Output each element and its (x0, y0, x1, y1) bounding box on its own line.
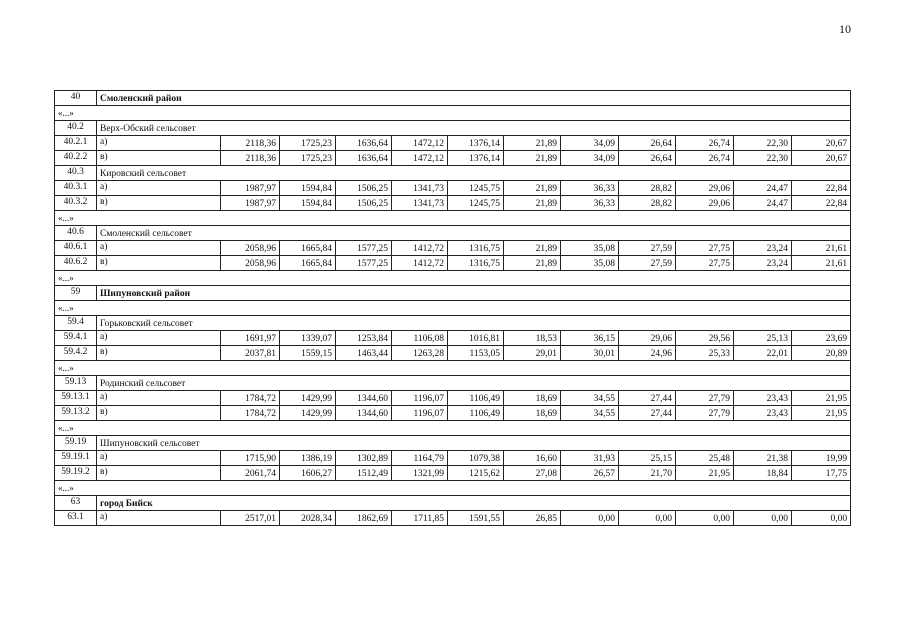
settlement-row (55, 316, 851, 331)
value-cell: 1472,12 (392, 151, 448, 166)
ellipsis-mark: «...» (55, 361, 851, 376)
value-cell: 1512,49 (336, 466, 392, 481)
value-cell: 36,15 (561, 331, 619, 346)
value-cell: 1987,97 (221, 181, 280, 196)
settlement-name: Смоленский сельсовет (97, 226, 851, 241)
ellipsis-mark: «...» (55, 211, 851, 226)
row-code: 59 (55, 286, 97, 301)
value-cell: 1164,79 (392, 451, 448, 466)
value-cell: 29,01 (504, 346, 561, 361)
row-label: а) (97, 241, 221, 256)
row-code: 59.4.2 (55, 346, 97, 361)
value-cell: 1153,05 (448, 346, 504, 361)
value-cell: 34,09 (561, 136, 619, 151)
value-cell: 1263,28 (392, 346, 448, 361)
value-cell: 1463,44 (336, 346, 392, 361)
value-cell: 27,59 (619, 241, 676, 256)
value-cell: 1341,73 (392, 181, 448, 196)
ellipsis-row (55, 361, 851, 376)
table-row (55, 181, 851, 196)
page-number: 10 (839, 22, 851, 36)
settlement-name: Кировский сельсовет (97, 166, 851, 181)
table-row (55, 346, 851, 361)
value-cell: 1106,49 (448, 406, 504, 421)
value-cell: 31,93 (561, 451, 619, 466)
value-cell: 1429,99 (280, 391, 336, 406)
value-cell: 1344,60 (336, 406, 392, 421)
value-cell: 22,84 (792, 181, 851, 196)
row-label: а) (97, 451, 221, 466)
settlement-row (55, 166, 851, 181)
value-cell: 2061,74 (221, 466, 280, 481)
value-cell: 1245,75 (448, 181, 504, 196)
table-row (55, 466, 851, 481)
value-cell: 22,30 (734, 136, 792, 151)
value-cell: 27,79 (676, 391, 734, 406)
value-cell: 1715,90 (221, 451, 280, 466)
value-cell: 25,13 (734, 331, 792, 346)
value-cell: 1321,99 (392, 466, 448, 481)
district-row (55, 286, 851, 301)
value-cell: 2058,96 (221, 241, 280, 256)
row-code: 40.3.2 (55, 196, 97, 211)
district-row (55, 496, 851, 511)
table-body (55, 91, 851, 526)
value-cell: 34,55 (561, 406, 619, 421)
row-label: в) (97, 346, 221, 361)
row-code: 59.4.1 (55, 331, 97, 346)
value-cell: 1106,49 (448, 391, 504, 406)
ellipsis-row (55, 271, 851, 286)
ellipsis-mark: «...» (55, 301, 851, 316)
value-cell: 27,79 (676, 406, 734, 421)
value-cell: 27,44 (619, 391, 676, 406)
value-cell: 29,06 (619, 331, 676, 346)
value-cell: 34,09 (561, 151, 619, 166)
ellipsis-row (55, 421, 851, 436)
value-cell: 21,61 (792, 256, 851, 271)
value-cell: 23,24 (734, 241, 792, 256)
table-row (55, 151, 851, 166)
value-cell: 28,82 (619, 196, 676, 211)
row-label: в) (97, 151, 221, 166)
value-cell: 0,00 (734, 511, 792, 526)
value-cell: 36,33 (561, 196, 619, 211)
value-cell: 23,43 (734, 406, 792, 421)
value-cell: 1636,64 (336, 151, 392, 166)
value-cell: 21,89 (504, 256, 561, 271)
value-cell: 21,70 (619, 466, 676, 481)
row-code: 40.2.1 (55, 136, 97, 151)
settlement-name: Горьковский сельсовет (97, 316, 851, 331)
value-cell: 35,08 (561, 256, 619, 271)
value-cell: 21,95 (792, 391, 851, 406)
value-cell: 0,00 (792, 511, 851, 526)
settlement-row (55, 376, 851, 391)
row-code: 40.3 (55, 166, 97, 181)
value-cell: 34,55 (561, 391, 619, 406)
value-cell: 28,82 (619, 181, 676, 196)
value-cell: 20,67 (792, 151, 851, 166)
value-cell: 36,33 (561, 181, 619, 196)
value-cell: 21,89 (504, 196, 561, 211)
ellipsis-row (55, 481, 851, 496)
row-label: а) (97, 181, 221, 196)
value-cell: 27,44 (619, 406, 676, 421)
value-cell: 2517,01 (221, 511, 280, 526)
value-cell: 1506,25 (336, 196, 392, 211)
value-cell: 23,24 (734, 256, 792, 271)
value-cell: 1606,27 (280, 466, 336, 481)
value-cell: 27,75 (676, 241, 734, 256)
value-cell: 0,00 (619, 511, 676, 526)
row-code: 63.1 (55, 511, 97, 526)
value-cell: 1784,72 (221, 406, 280, 421)
value-cell: 0,00 (676, 511, 734, 526)
value-cell: 1339,07 (280, 331, 336, 346)
value-cell: 1784,72 (221, 391, 280, 406)
settlement-name: Верх-Обский сельсовет (97, 121, 851, 136)
row-label: в) (97, 466, 221, 481)
value-cell: 1577,25 (336, 256, 392, 271)
value-cell: 27,08 (504, 466, 561, 481)
row-code: 63 (55, 496, 97, 511)
value-cell: 2028,34 (280, 511, 336, 526)
value-cell: 1725,23 (280, 136, 336, 151)
value-cell: 23,43 (734, 391, 792, 406)
value-cell: 1862,69 (336, 511, 392, 526)
table-row (55, 256, 851, 271)
settlement-name: Родинский сельсовет (97, 376, 851, 391)
row-code: 59.13.2 (55, 406, 97, 421)
value-cell: 1559,15 (280, 346, 336, 361)
value-cell: 2058,96 (221, 256, 280, 271)
value-cell: 26,74 (676, 136, 734, 151)
value-cell: 29,06 (676, 196, 734, 211)
value-cell: 18,69 (504, 391, 561, 406)
value-cell: 24,96 (619, 346, 676, 361)
row-code: 59.13 (55, 376, 97, 391)
table-row (55, 331, 851, 346)
value-cell: 1196,07 (392, 391, 448, 406)
value-cell: 1412,72 (392, 256, 448, 271)
row-code: 40.3.1 (55, 181, 97, 196)
tariff-table (54, 90, 851, 526)
table-row (55, 136, 851, 151)
settlement-row (55, 121, 851, 136)
value-cell: 20,67 (792, 136, 851, 151)
ellipsis-mark: «...» (55, 421, 851, 436)
value-cell: 27,75 (676, 256, 734, 271)
value-cell: 29,06 (676, 181, 734, 196)
value-cell: 21,95 (792, 406, 851, 421)
value-cell: 1106,08 (392, 331, 448, 346)
ellipsis-row (55, 106, 851, 121)
value-cell: 1245,75 (448, 196, 504, 211)
row-code: 40.6.1 (55, 241, 97, 256)
value-cell: 26,64 (619, 151, 676, 166)
row-code: 59.19.2 (55, 466, 97, 481)
value-cell: 1196,07 (392, 406, 448, 421)
value-cell: 22,84 (792, 196, 851, 211)
value-cell: 30,01 (561, 346, 619, 361)
row-label: а) (97, 511, 221, 526)
value-cell: 1412,72 (392, 241, 448, 256)
value-cell: 1577,25 (336, 241, 392, 256)
row-code: 59.13.1 (55, 391, 97, 406)
value-cell: 2118,36 (221, 136, 280, 151)
district-name: Шипуновский район (97, 286, 851, 301)
value-cell: 18,84 (734, 466, 792, 481)
value-cell: 25,15 (619, 451, 676, 466)
value-cell: 21,89 (504, 181, 561, 196)
value-cell: 1215,62 (448, 466, 504, 481)
settlement-row (55, 226, 851, 241)
value-cell: 2118,36 (221, 151, 280, 166)
value-cell: 1711,85 (392, 511, 448, 526)
value-cell: 1341,73 (392, 196, 448, 211)
value-cell: 16,60 (504, 451, 561, 466)
value-cell: 27,59 (619, 256, 676, 271)
ellipsis-row (55, 211, 851, 226)
table-row (55, 406, 851, 421)
row-code: 40.2 (55, 121, 97, 136)
value-cell: 20,89 (792, 346, 851, 361)
value-cell: 23,69 (792, 331, 851, 346)
value-cell: 1725,23 (280, 151, 336, 166)
row-code: 40.6.2 (55, 256, 97, 271)
value-cell: 1386,19 (280, 451, 336, 466)
value-cell: 21,38 (734, 451, 792, 466)
value-cell: 1594,84 (280, 196, 336, 211)
value-cell: 1316,75 (448, 241, 504, 256)
value-cell: 21,89 (504, 151, 561, 166)
table-row (55, 511, 851, 526)
value-cell: 25,33 (676, 346, 734, 361)
value-cell: 21,89 (504, 241, 561, 256)
value-cell: 21,89 (504, 136, 561, 151)
value-cell: 21,61 (792, 241, 851, 256)
value-cell: 1376,14 (448, 136, 504, 151)
table-row (55, 196, 851, 211)
value-cell: 24,47 (734, 181, 792, 196)
value-cell: 26,57 (561, 466, 619, 481)
row-label: в) (97, 256, 221, 271)
row-code: 40.2.2 (55, 151, 97, 166)
value-cell: 1691,97 (221, 331, 280, 346)
value-cell: 25,48 (676, 451, 734, 466)
table-row (55, 451, 851, 466)
row-code: 40 (55, 91, 97, 106)
value-cell: 1665,84 (280, 256, 336, 271)
value-cell: 1594,84 (280, 181, 336, 196)
value-cell: 18,53 (504, 331, 561, 346)
value-cell: 0,00 (561, 511, 619, 526)
value-cell: 22,30 (734, 151, 792, 166)
value-cell: 18,69 (504, 406, 561, 421)
row-label: в) (97, 196, 221, 211)
value-cell: 1429,99 (280, 406, 336, 421)
ellipsis-row (55, 301, 851, 316)
value-cell: 1302,89 (336, 451, 392, 466)
value-cell: 19,99 (792, 451, 851, 466)
row-label: в) (97, 406, 221, 421)
value-cell: 1665,84 (280, 241, 336, 256)
value-cell: 24,47 (734, 196, 792, 211)
value-cell: 1472,12 (392, 136, 448, 151)
value-cell: 1376,14 (448, 151, 504, 166)
settlement-row (55, 436, 851, 451)
value-cell: 1079,38 (448, 451, 504, 466)
district-name: Смоленский район (97, 91, 851, 106)
ellipsis-mark: «...» (55, 106, 851, 121)
value-cell: 1506,25 (336, 181, 392, 196)
value-cell: 1636,64 (336, 136, 392, 151)
value-cell: 1253,84 (336, 331, 392, 346)
row-code: 59.4 (55, 316, 97, 331)
row-label: а) (97, 391, 221, 406)
row-label: а) (97, 136, 221, 151)
table-row (55, 241, 851, 256)
district-row (55, 91, 851, 106)
value-cell: 29,56 (676, 331, 734, 346)
row-label: а) (97, 331, 221, 346)
value-cell: 35,08 (561, 241, 619, 256)
row-code: 59.19 (55, 436, 97, 451)
value-cell: 26,64 (619, 136, 676, 151)
value-cell: 26,74 (676, 151, 734, 166)
value-cell: 1316,75 (448, 256, 504, 271)
value-cell: 17,75 (792, 466, 851, 481)
settlement-name: Шипуновский сельсовет (97, 436, 851, 451)
district-name: город Бийск (97, 496, 851, 511)
row-code: 40.6 (55, 226, 97, 241)
ellipsis-mark: «...» (55, 271, 851, 286)
ellipsis-mark: «...» (55, 481, 851, 496)
value-cell: 1016,81 (448, 331, 504, 346)
value-cell: 22,01 (734, 346, 792, 361)
value-cell: 21,95 (676, 466, 734, 481)
table-row (55, 391, 851, 406)
row-code: 59.19.1 (55, 451, 97, 466)
value-cell: 2037,81 (221, 346, 280, 361)
value-cell: 1987,97 (221, 196, 280, 211)
value-cell: 1344,60 (336, 391, 392, 406)
value-cell: 1591,55 (448, 511, 504, 526)
value-cell: 26,85 (504, 511, 561, 526)
